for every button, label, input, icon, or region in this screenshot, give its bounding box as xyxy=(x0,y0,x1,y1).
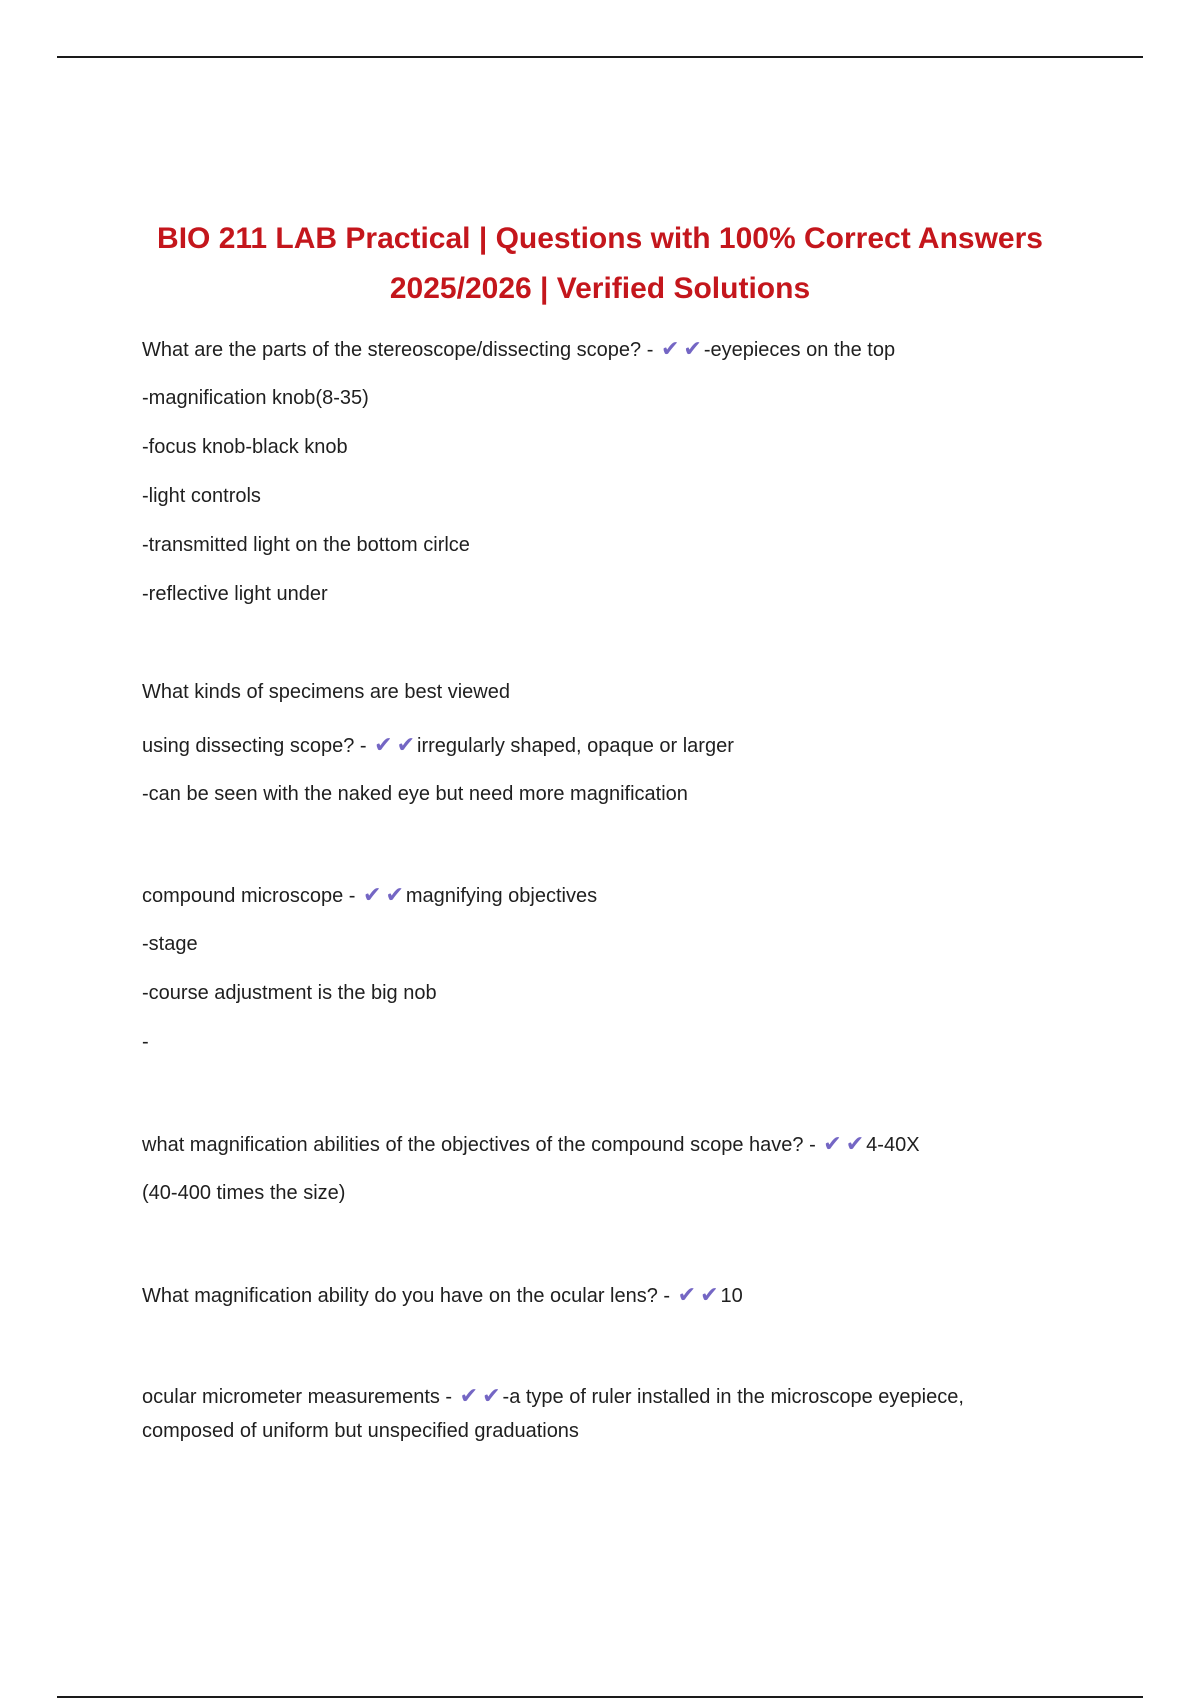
answer-text: irregularly shaped, opaque or larger xyxy=(417,735,734,757)
check-icon: ✔ xyxy=(845,1131,865,1156)
check-icon: ✔ xyxy=(677,1282,697,1307)
check-icon: ✔ xyxy=(700,1282,719,1307)
question-text: what magnification abilities of the objectives of the compound scope have? - xyxy=(142,1134,816,1156)
qa-question-2 xyxy=(142,731,734,760)
title-line-1: BIO 211 LAB Practical | Questions with 100% Correct Answers xyxy=(157,222,1043,255)
question-text: ocular micrometer measurements - xyxy=(142,1386,453,1408)
answer-text: -eyepieces on the top xyxy=(703,339,896,361)
qa-question-5 xyxy=(142,1281,743,1310)
check-icon: ✔ xyxy=(363,882,382,907)
check-icon: ✔ xyxy=(374,732,393,757)
answer-line: composed of uniform but unspecified graduations xyxy=(142,1420,579,1442)
answer-line: -transmitted light on the bottom cirlce xyxy=(142,534,470,556)
qa-question-4 xyxy=(142,1130,920,1159)
bottom-rule xyxy=(57,1696,1143,1698)
check-icon: ✔ xyxy=(396,732,416,757)
qa-question-1 xyxy=(142,335,895,364)
question-text: What magnification ability do you have on the ocular lens? - xyxy=(142,1285,671,1307)
check-icon: ✔ xyxy=(385,882,404,907)
check-icon: ✔ xyxy=(683,336,702,361)
question-lead-line: What kinds of specimens are best viewed xyxy=(142,681,510,703)
check-icon: ✔ xyxy=(823,1131,842,1156)
top-rule xyxy=(57,56,1143,58)
answer-text: 10 xyxy=(720,1285,743,1307)
qa-question-3 xyxy=(142,881,597,910)
answer-line: - xyxy=(142,1031,149,1053)
answer-line: -magnification knob(8-35) xyxy=(142,387,369,409)
answer-text: 4-40X xyxy=(866,1134,920,1156)
answer-text: -a type of ruler installed in the microscope eyepiece, xyxy=(502,1386,964,1408)
answer-line: -course adjustment is the big nob xyxy=(142,982,437,1004)
answer-line: (40-400 times the size) xyxy=(142,1182,346,1204)
answer-text: magnifying objectives xyxy=(405,885,598,907)
answer-line: -focus knob-black knob xyxy=(142,436,348,458)
question-text: What are the parts of the stereoscope/dissecting scope? - xyxy=(142,339,654,361)
answer-line: -light controls xyxy=(142,485,261,507)
question-text: compound microscope - xyxy=(142,885,356,907)
check-icon: ✔ xyxy=(660,336,680,361)
answer-line: -reflective light under xyxy=(142,583,328,605)
document-title xyxy=(100,214,1100,314)
qa-question-6 xyxy=(142,1382,964,1411)
answer-line: -can be seen with the naked eye but need more magnification xyxy=(142,783,688,805)
answer-line: -stage xyxy=(142,933,198,955)
check-icon: ✔ xyxy=(459,1383,479,1408)
check-icon: ✔ xyxy=(482,1383,501,1408)
question-text: using dissecting scope? - xyxy=(142,735,367,757)
title-line-2: 2025/2026 | Verified Solutions xyxy=(389,272,811,305)
